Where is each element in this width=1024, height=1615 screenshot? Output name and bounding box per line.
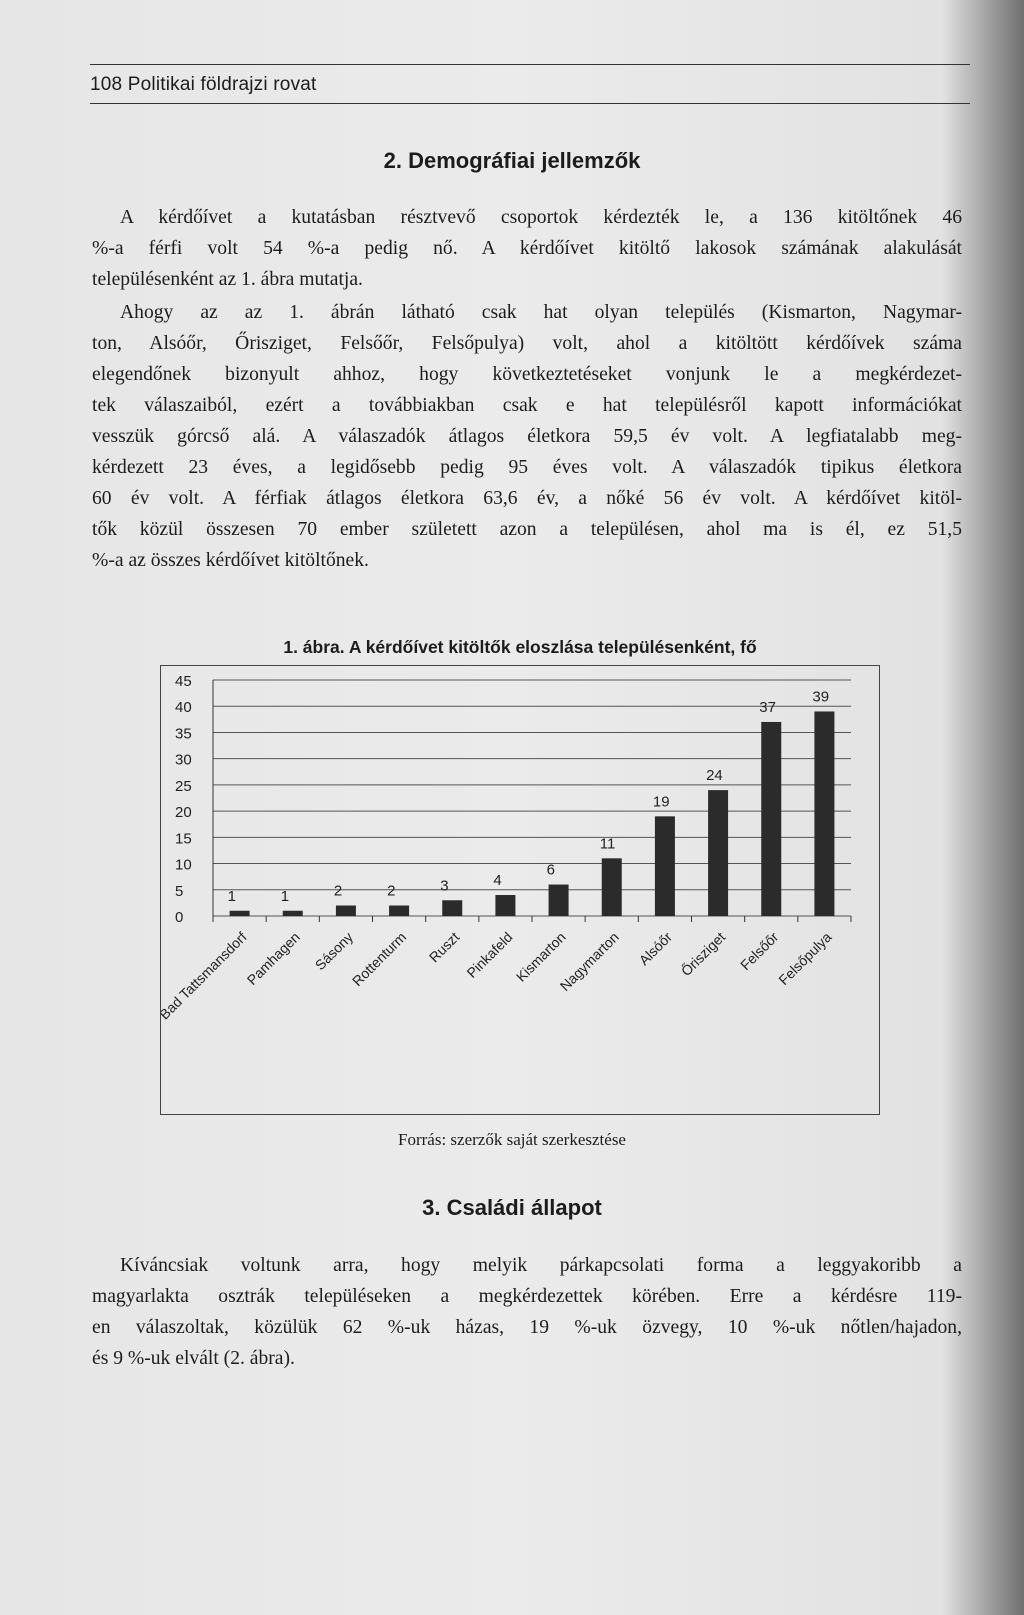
x-tick-label: Pamhagen [243,928,303,989]
y-tick-label: 0 [175,909,184,926]
data-label: 2 [333,882,343,900]
x-tick-label: Felsőpulya [775,928,835,988]
x-tick-label: Bad Tattsmansdorf [161,928,250,1023]
bar [655,816,675,916]
x-tick-label: Alsóőr [635,928,676,969]
figure-source: Forrás: szerzők saját szerkesztése [398,1130,626,1149]
section-2-title: 2. Demográfiai jellemzők [383,148,641,173]
data-label: 11 [599,835,616,853]
paragraph-2-line: tek válaszaiból, ezért a továbbiakban csak e hat településről kapott információkat [92,395,962,416]
section-3-title: 3. Családi állapot [422,1195,602,1220]
running-header: 108 Politikai földrajzi rovat [90,74,317,95]
paragraph-1-line: A kérdőívet a kutatásban résztvevő csoportok kérdezték le, a 136 kitöltőnek 46 [120,207,962,228]
y-tick-label: 30 [175,751,192,769]
y-tick-label: 45 [175,673,192,690]
paragraph-2-line: elegendőnek bizonyult ahhoz, hogy következtetéseket vonjunk le a megkérdezet- [92,364,962,385]
x-tick-label: Rottenturm [348,928,410,990]
paragraph-3-line: magyarlakta osztrák településeken a megkérdezettek körében. Erre a kérdésre 119- [92,1286,962,1307]
paragraph-1-line: településenként az 1. ábra mutatja. [92,269,363,290]
y-tick-label: 10 [175,856,192,874]
y-tick-label: 15 [175,830,192,848]
bar [602,858,622,916]
data-label: 39 [812,688,830,706]
figure-title: 1. ábra. A kérdőívet kitöltők eloszlása településenként, fő [283,637,757,657]
paragraph-2-line: tők közül összesen 70 ember született azon a településen, ahol ma is él, ez 51,5 [92,519,962,540]
paragraph-2-line: kérdezett 23 éves, a legidősebb pedig 95 éves volt. A válaszadók tipikus életkora [92,457,962,478]
bar [442,900,462,916]
paragraph-1 [92,202,962,295]
x-tick-label: Ruszt [425,928,463,966]
data-label: 2 [387,882,396,900]
paragraph-2-line: Ahogy az az 1. ábrán látható csak hat olyan település (Kismarton, Nagymar- [120,302,962,323]
bar [495,895,515,916]
x-tick-label: Pinkafeld [463,928,516,981]
paragraph-3-line: és 9 %-uk elvált (2. ábra). [92,1348,295,1369]
data-label: 24 [706,767,723,785]
header-bottom-rule [90,103,970,104]
bar [389,906,409,916]
y-tick-label: 40 [175,699,192,717]
paragraph-2-line: ton, Alsóőr, Őrisziget, Felsőőr, Felsőpulya) volt, ahol a kitöltött kérdőívek száma [92,333,962,354]
x-tick-label: Nagymarton [556,928,622,995]
data-label: 37 [759,698,776,716]
data-label: 6 [546,861,555,879]
bar [761,722,781,916]
y-tick-label: 5 [175,882,184,900]
x-tick-label: Felsőőr [737,928,782,974]
paragraph-2 [92,297,962,576]
data-label: 1 [227,887,236,905]
x-tick-label: Sásony [311,928,357,974]
x-tick-label: Őrisziget [677,928,729,980]
paragraph-1-line: %-a férfi volt 54 %-a pedig nő. A kérdőívet kitöltő lakosok számának alakulását [92,238,962,259]
bar [549,885,569,916]
header-top-rule [90,64,970,65]
y-tick-label: 25 [175,777,192,795]
y-tick-label: 20 [175,804,192,822]
paragraph-3-line: Kíváncsiak voltunk arra, hogy melyik párkapcsolati forma a leggyakoribb a [120,1255,962,1276]
paragraph-3-line: en válaszoltak, közülük 62 %-uk házas, 19 %-uk özvegy, 10 %-uk nőtlen/hajadon, [92,1317,962,1338]
bar-chart [161,666,879,1114]
data-label: 19 [652,793,670,811]
data-label: 3 [440,877,449,895]
x-tick-label: Kismarton [512,928,569,985]
bar [708,790,728,916]
paragraph-2-line: 60 év volt. A férfiak átlagos életkora 63,6 év, a nőké 56 év volt. A kérdőívet kitöl- [92,488,962,509]
bar [230,911,250,916]
paragraph-3 [92,1250,962,1374]
paragraph-2-line: vesszük górcső alá. A válaszadók átlagos életkora 59,5 év volt. A legfiatalabb meg- [92,426,962,447]
paragraph-2-line: %-a az összes kérdőívet kitöltőnek. [92,550,369,571]
chart-frame [160,665,880,1115]
data-label: 1 [280,887,290,905]
y-tick-label: 35 [175,725,192,743]
data-label: 4 [493,872,502,890]
bar [336,906,356,916]
bar [283,911,303,916]
bar [814,711,834,916]
